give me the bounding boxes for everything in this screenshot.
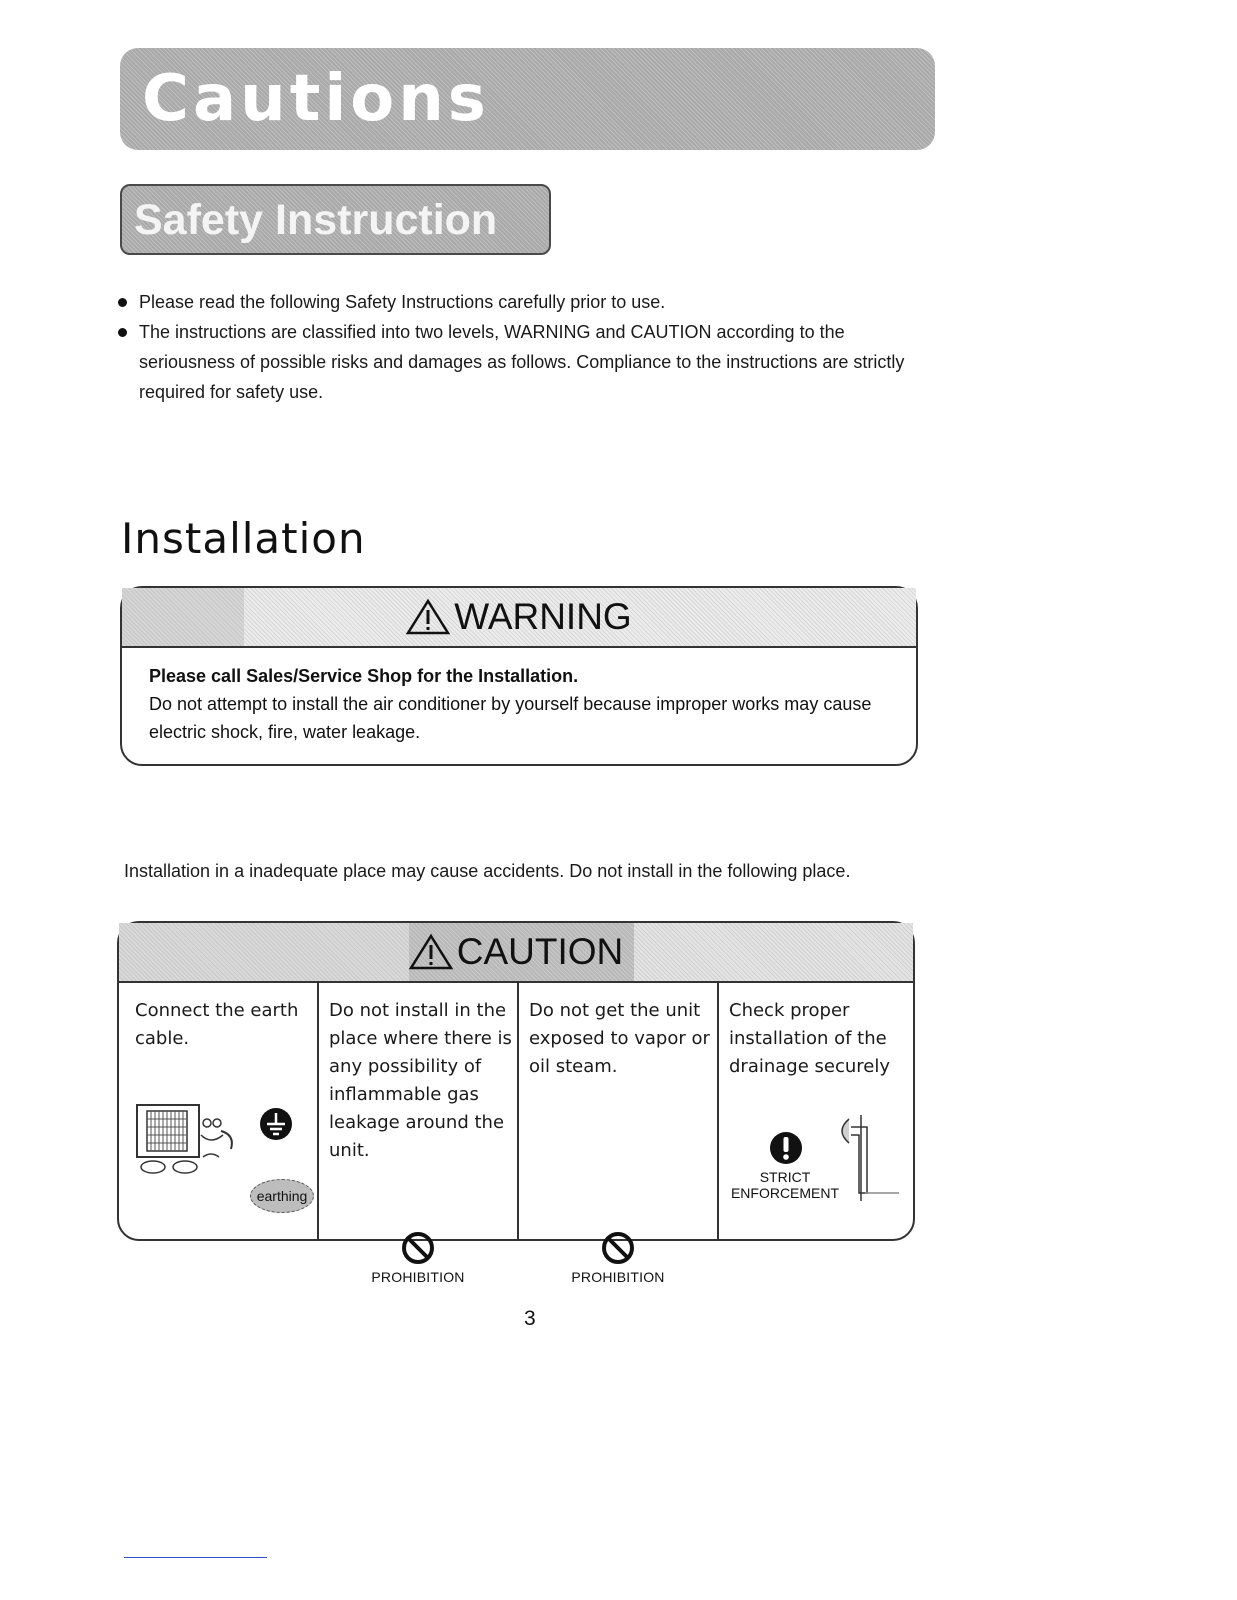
installation-heading: Installation bbox=[121, 514, 366, 563]
section-title: Safety Instruction bbox=[134, 196, 498, 244]
caution-header bbox=[119, 923, 913, 983]
section-title-banner bbox=[120, 184, 551, 255]
warning-header bbox=[122, 588, 916, 648]
caution-column-gas bbox=[319, 983, 519, 1285]
prohibition-icon bbox=[401, 1231, 435, 1265]
bullet-icon bbox=[118, 328, 127, 337]
warning-box bbox=[120, 586, 918, 766]
strict-enforcement-icon bbox=[769, 1131, 803, 1165]
page-title-banner bbox=[120, 48, 935, 150]
earthing-badge: earthing bbox=[250, 1179, 314, 1213]
list-item: The instructions are classified into two levels, WARNING and CAUTION according to the seriousness of possible risks and damages as follows. Compliance to the instructions are strictly required for safety use. bbox=[118, 317, 938, 407]
warning-label: WARNING bbox=[454, 596, 632, 637]
page-title: Cautions bbox=[142, 62, 490, 136]
warning-body bbox=[149, 662, 899, 746]
intro-list bbox=[118, 287, 938, 407]
prohibition-label: PROHIBITION bbox=[371, 1269, 465, 1285]
caution-text: Do not get the unit exposed to vapor or oil steam. bbox=[529, 1000, 710, 1077]
caution-text: Connect the earth cable. bbox=[135, 1000, 299, 1049]
page-number: 3 bbox=[524, 1307, 536, 1330]
strict-enforcement-label: STRICT ENFORCEMENT bbox=[730, 1169, 840, 1201]
outdoor-unit-icon bbox=[133, 1101, 245, 1183]
bullet-icon bbox=[118, 298, 127, 307]
caution-column-earth bbox=[119, 983, 319, 1239]
footer-divider bbox=[124, 1557, 267, 1558]
caution-column-vapor bbox=[519, 983, 719, 1285]
warning-triangle-icon bbox=[406, 599, 450, 635]
caution-text: Check proper installation of the drainage securely bbox=[729, 1000, 891, 1077]
prohibition-icon bbox=[601, 1231, 635, 1265]
drain-pipe-icon bbox=[827, 1113, 903, 1203]
caution-column-drainage bbox=[719, 983, 913, 1239]
warning-bold-line: Please call Sales/Service Shop for the Installation. bbox=[149, 666, 579, 686]
caution-triangle-icon bbox=[409, 934, 453, 970]
list-item: Please read the following Safety Instructions carefully prior to use. bbox=[118, 287, 938, 317]
caution-box bbox=[117, 921, 915, 1285]
prohibition-label: PROHIBITION bbox=[571, 1269, 665, 1285]
earth-ground-icon bbox=[259, 1107, 293, 1141]
caution-label: CAUTION bbox=[456, 931, 624, 972]
warning-text: Do not attempt to install the air conditioner by yourself because improper works may cause electric shock, fire, water leakage. bbox=[149, 694, 872, 742]
installation-place-note: Installation in a inadequate place may cause accidents. Do not install in the following place. bbox=[124, 861, 851, 881]
caution-text: Do not install in the place where there is any possibility of inflammable gas leakage around the unit. bbox=[329, 1000, 512, 1161]
